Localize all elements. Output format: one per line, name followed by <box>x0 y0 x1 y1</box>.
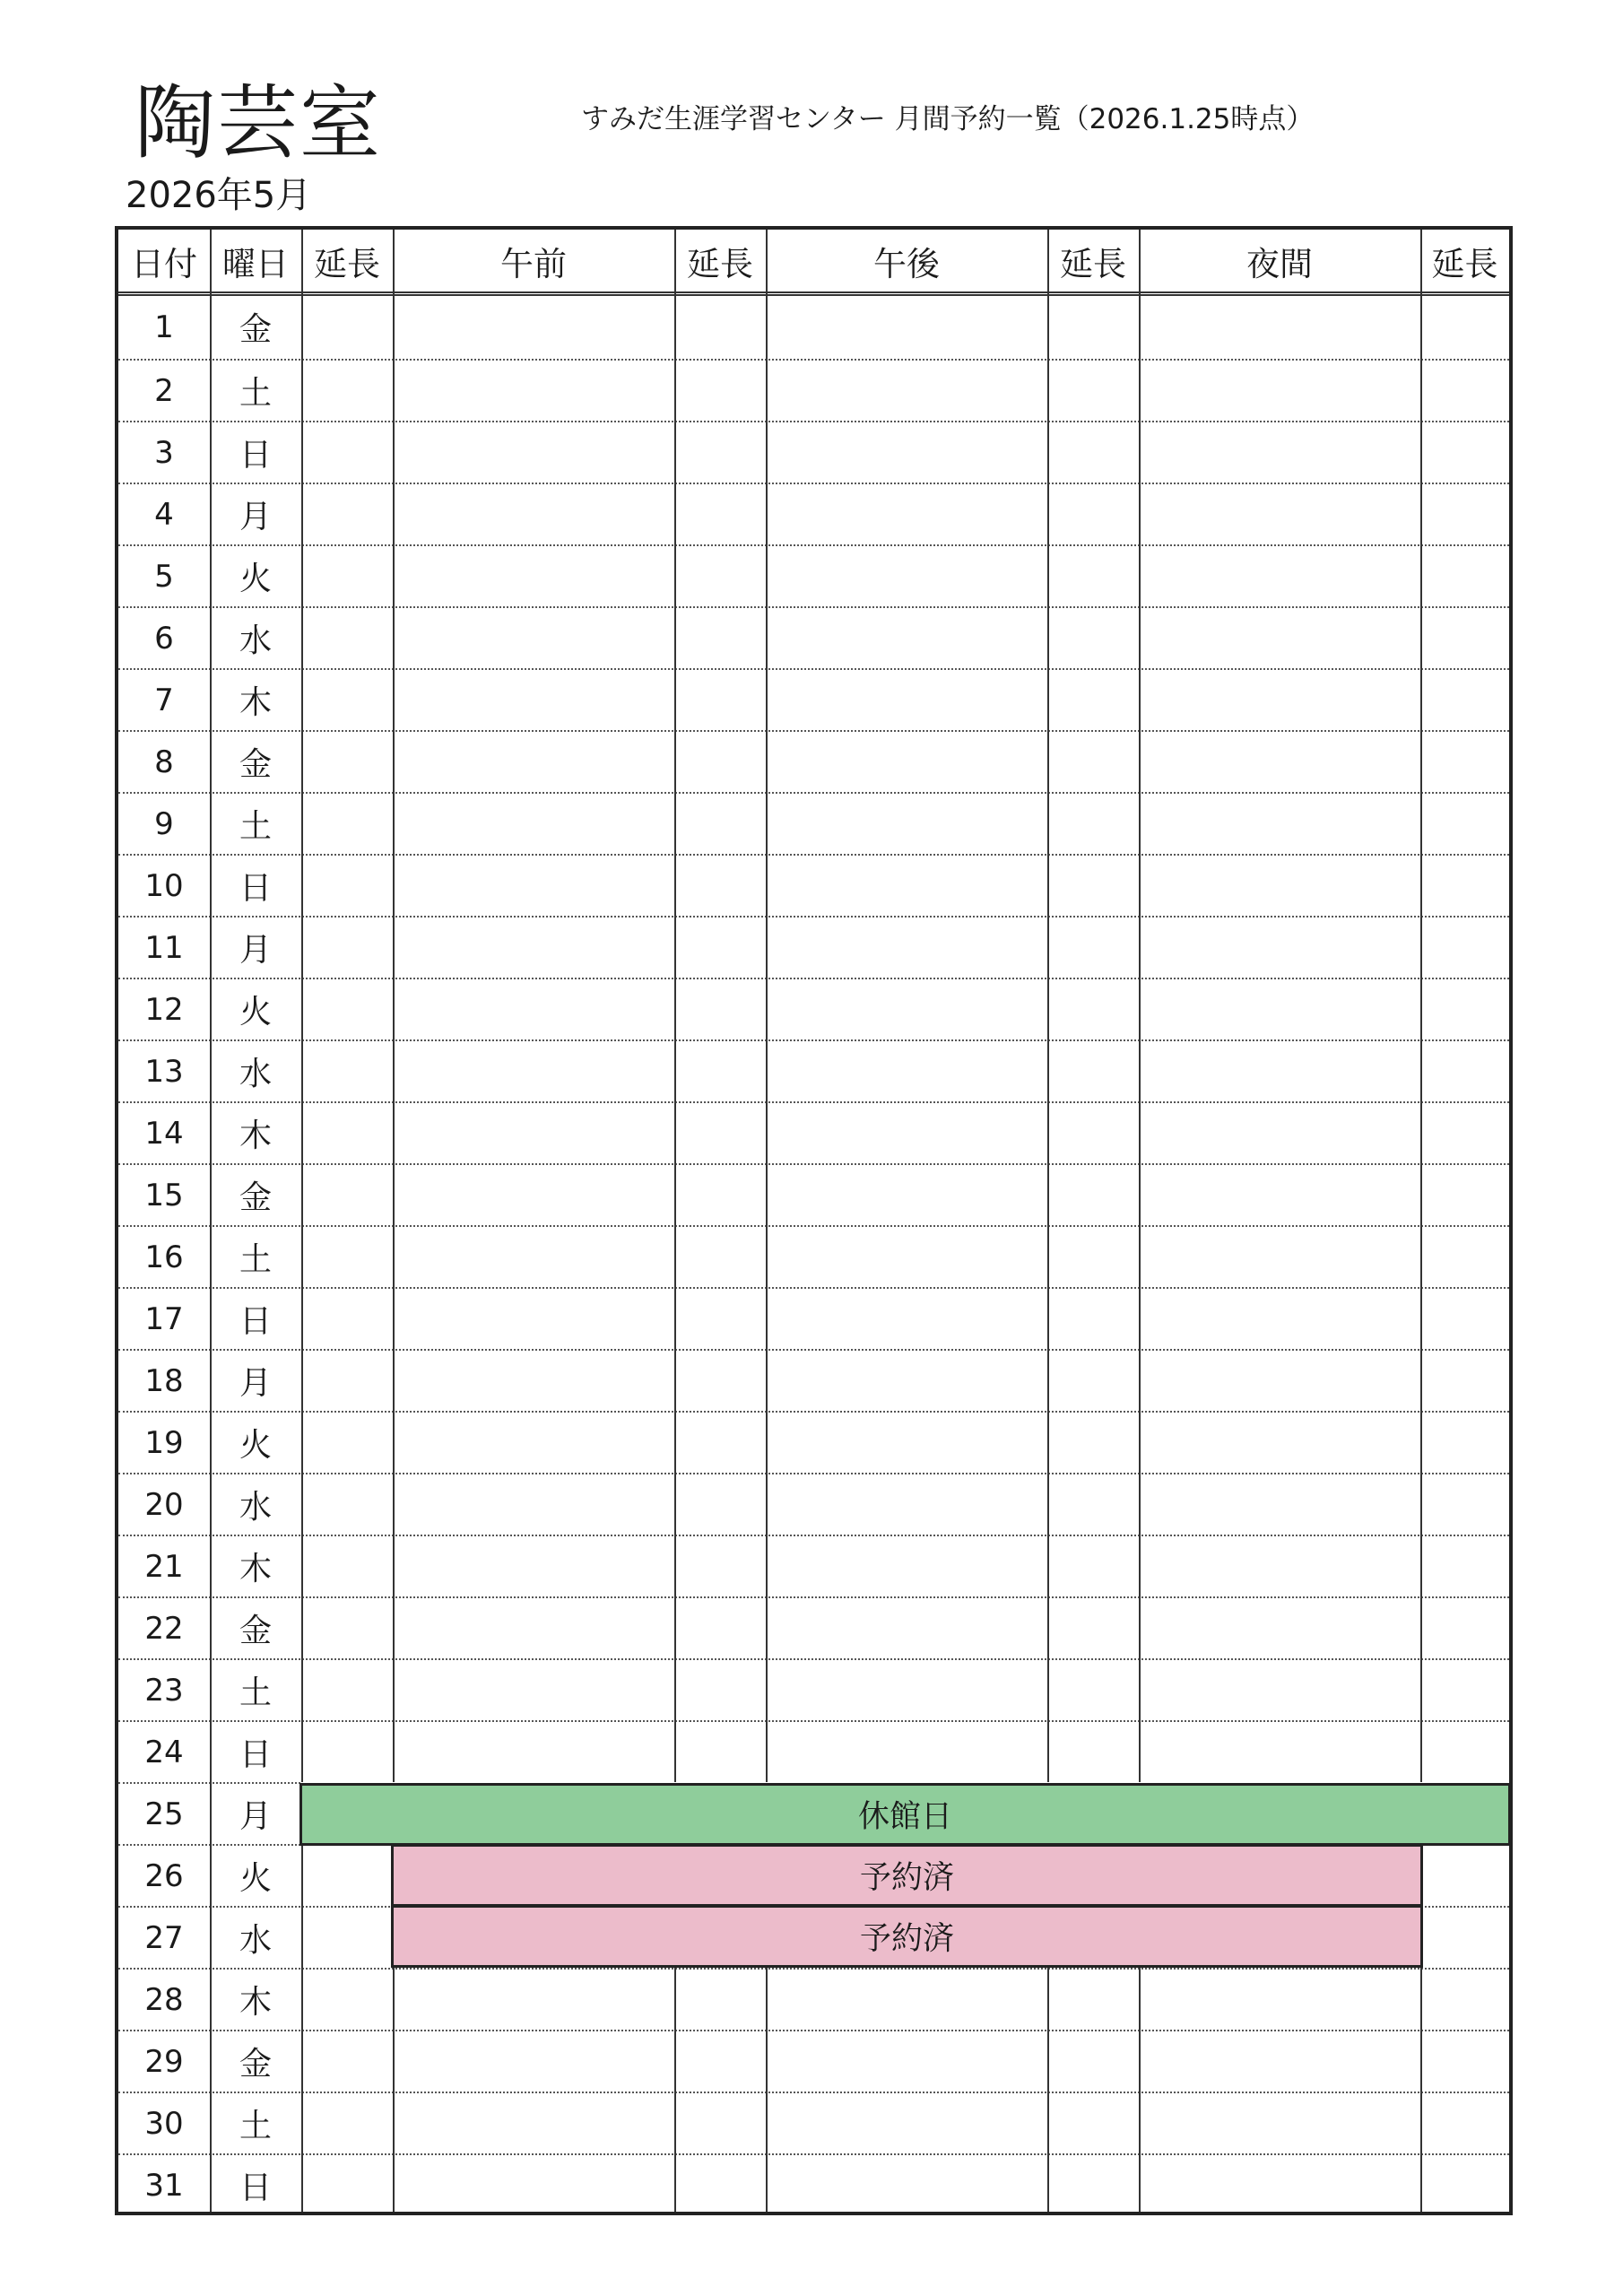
facility-title: すみだ生涯学習センター 月間予約一覧（2026.1.25時点） <box>581 103 1315 135</box>
table-row <box>118 916 1509 978</box>
table-row <box>118 1658 1509 1720</box>
weekday: 水 <box>239 622 272 659</box>
weekday: 木 <box>239 1118 272 1154</box>
table-row <box>118 854 1509 916</box>
weekday: 日 <box>239 870 272 907</box>
header-afternoon: 午後 <box>873 244 940 283</box>
table-row <box>118 544 1509 606</box>
table-row <box>118 1101 1509 1163</box>
table-row <box>118 1349 1509 1411</box>
table-row <box>118 1225 1509 1287</box>
day-number: 5 <box>154 558 174 595</box>
weekday: 金 <box>239 311 272 348</box>
weekday: 土 <box>239 2108 272 2144</box>
weekday: 土 <box>239 375 272 412</box>
room-title: 陶芸室 <box>135 76 382 170</box>
column-divider <box>210 230 212 2212</box>
day-number: 18 <box>144 1362 184 1399</box>
table-row <box>118 1473 1509 1535</box>
day-number: 8 <box>154 744 174 780</box>
table-row <box>118 730 1509 792</box>
weekday: 火 <box>239 994 272 1031</box>
day-number: 26 <box>144 1857 184 1894</box>
day-number: 19 <box>144 1424 184 1461</box>
header-morning: 午前 <box>500 244 567 283</box>
month-label: 2026年5月 <box>126 175 312 216</box>
table-row <box>118 483 1509 544</box>
header-weekday: 曜日 <box>222 244 289 283</box>
day-number: 12 <box>144 991 184 1028</box>
day-number: 6 <box>154 620 174 657</box>
table-row <box>118 606 1509 668</box>
column-divider <box>301 230 303 2212</box>
day-number: 16 <box>144 1239 184 1275</box>
weekday: 金 <box>239 1179 272 1216</box>
weekday: 日 <box>239 1736 272 1773</box>
day-number: 13 <box>144 1053 184 1090</box>
table-row <box>118 1535 1509 1596</box>
weekday: 月 <box>239 1798 272 1835</box>
day-number: 20 <box>144 1486 184 1523</box>
header-ext-2: 延長 <box>687 244 753 283</box>
weekday: 水 <box>239 1922 272 1959</box>
booked-band-27: 予約済 <box>391 1905 1423 1968</box>
table-row <box>118 2153 1509 2215</box>
weekday: 金 <box>239 1613 272 1649</box>
weekday: 日 <box>239 1303 272 1340</box>
weekday: 日 <box>239 2170 272 2206</box>
day-number: 31 <box>144 2167 184 2204</box>
day-number: 4 <box>154 496 174 533</box>
day-number: 25 <box>144 1796 184 1832</box>
day-number: 29 <box>144 2043 184 2080</box>
table-row <box>118 1039 1509 1101</box>
table-row <box>118 792 1509 854</box>
table-row <box>118 2030 1509 2092</box>
closed-day-band: 休館日 <box>299 1783 1511 1846</box>
weekday: 月 <box>239 499 272 535</box>
table-row <box>118 1720 1509 1782</box>
day-number: 28 <box>144 1981 184 2018</box>
header-ext-3: 延長 <box>1060 244 1126 283</box>
day-number: 24 <box>144 1734 184 1770</box>
header-evening: 夜間 <box>1246 244 1313 283</box>
weekday: 火 <box>239 1427 272 1464</box>
day-number: 27 <box>144 1919 184 1956</box>
day-number: 17 <box>144 1300 184 1337</box>
table-row <box>118 359 1509 421</box>
weekday: 水 <box>239 1489 272 1526</box>
weekday: 火 <box>239 1860 272 1897</box>
weekday: 土 <box>239 808 272 845</box>
table-row <box>118 978 1509 1039</box>
day-number: 30 <box>144 2105 184 2142</box>
table-row <box>118 2092 1509 2153</box>
weekday: 月 <box>239 1365 272 1402</box>
table-row <box>118 1968 1509 2030</box>
day-number: 7 <box>154 682 174 718</box>
weekday: 月 <box>239 932 272 969</box>
weekday: 水 <box>239 1056 272 1092</box>
day-number: 22 <box>144 1610 184 1647</box>
weekday: 日 <box>239 437 272 474</box>
table-row <box>118 1287 1509 1349</box>
day-number: 14 <box>144 1115 184 1152</box>
reservation-table <box>115 226 1513 2215</box>
header-date: 日付 <box>131 244 197 283</box>
weekday: 火 <box>239 561 272 597</box>
header-ext-1: 延長 <box>314 244 380 283</box>
weekday: 土 <box>239 1674 272 1711</box>
weekday: 金 <box>239 2046 272 2083</box>
table-row <box>118 1163 1509 1225</box>
day-number: 23 <box>144 1672 184 1709</box>
day-number: 3 <box>154 434 174 471</box>
table-row <box>118 1411 1509 1473</box>
weekday: 木 <box>239 684 272 721</box>
day-number: 21 <box>144 1548 184 1585</box>
weekday: 金 <box>239 746 272 783</box>
table-row <box>118 1596 1509 1658</box>
booked-band-26: 予約済 <box>391 1844 1423 1907</box>
table-header <box>118 230 1509 296</box>
table-row <box>118 421 1509 483</box>
day-number: 9 <box>154 805 174 842</box>
day-number: 15 <box>144 1177 184 1213</box>
header-ext-4: 延長 <box>1431 244 1498 283</box>
table-row <box>118 297 1509 359</box>
day-number: 10 <box>144 867 184 904</box>
weekday: 土 <box>239 1241 272 1278</box>
day-number: 11 <box>144 929 184 966</box>
weekday: 木 <box>239 1984 272 2021</box>
day-number: 1 <box>154 309 174 345</box>
weekday: 木 <box>239 1551 272 1587</box>
table-row <box>118 668 1509 730</box>
day-number: 2 <box>154 372 174 409</box>
